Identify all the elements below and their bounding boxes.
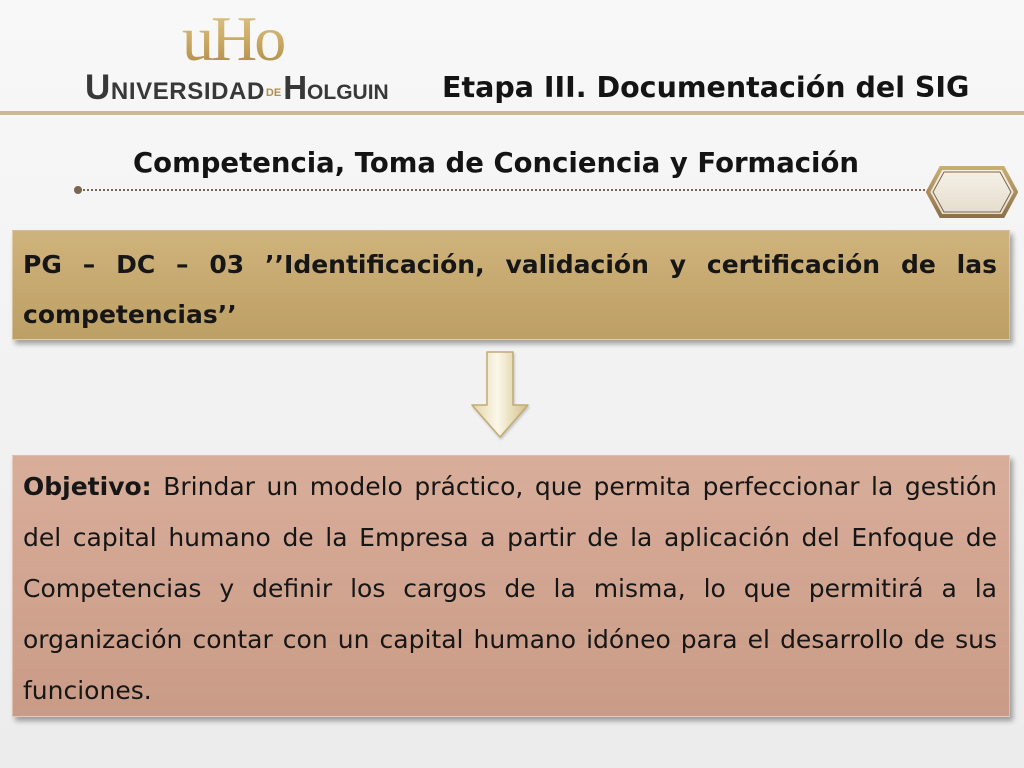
hexagon-icon bbox=[926, 165, 1018, 219]
dotted-divider bbox=[80, 189, 932, 191]
objective-text: Brindar un modelo práctico, que permita perfeccionar la gestión del capital humano de la Empresa a partir de la aplicación del Enfoque de Competencias y definir los cargos de la misma, lo que permitirá a la organización contar con un capital humano idóneo para el desarrollo de sus funciones. bbox=[23, 472, 997, 705]
wordmark-de: DE bbox=[265, 87, 282, 99]
uho-monogram-logo bbox=[178, 6, 298, 70]
arrow-down-icon bbox=[470, 350, 530, 440]
wordmark-universidad: UNIVERSIDAD bbox=[85, 68, 265, 107]
objective-label: Objetivo: bbox=[23, 472, 152, 501]
wordmark-holguin: HOLGUIN bbox=[283, 69, 389, 106]
slide-title: Etapa III. Documentación del SIG bbox=[442, 71, 970, 104]
procedure-box bbox=[12, 230, 1010, 340]
monogram-text: uHo bbox=[182, 6, 284, 70]
header-divider bbox=[0, 111, 1024, 115]
procedure-text: PG – DC – 03 ’’Identificación, validación y certificación de las competencias’’ bbox=[23, 250, 997, 329]
university-wordmark bbox=[85, 68, 389, 106]
objective-box bbox=[12, 455, 1010, 717]
section-subtitle: Competencia, Toma de Conciencia y Formación bbox=[133, 147, 859, 179]
